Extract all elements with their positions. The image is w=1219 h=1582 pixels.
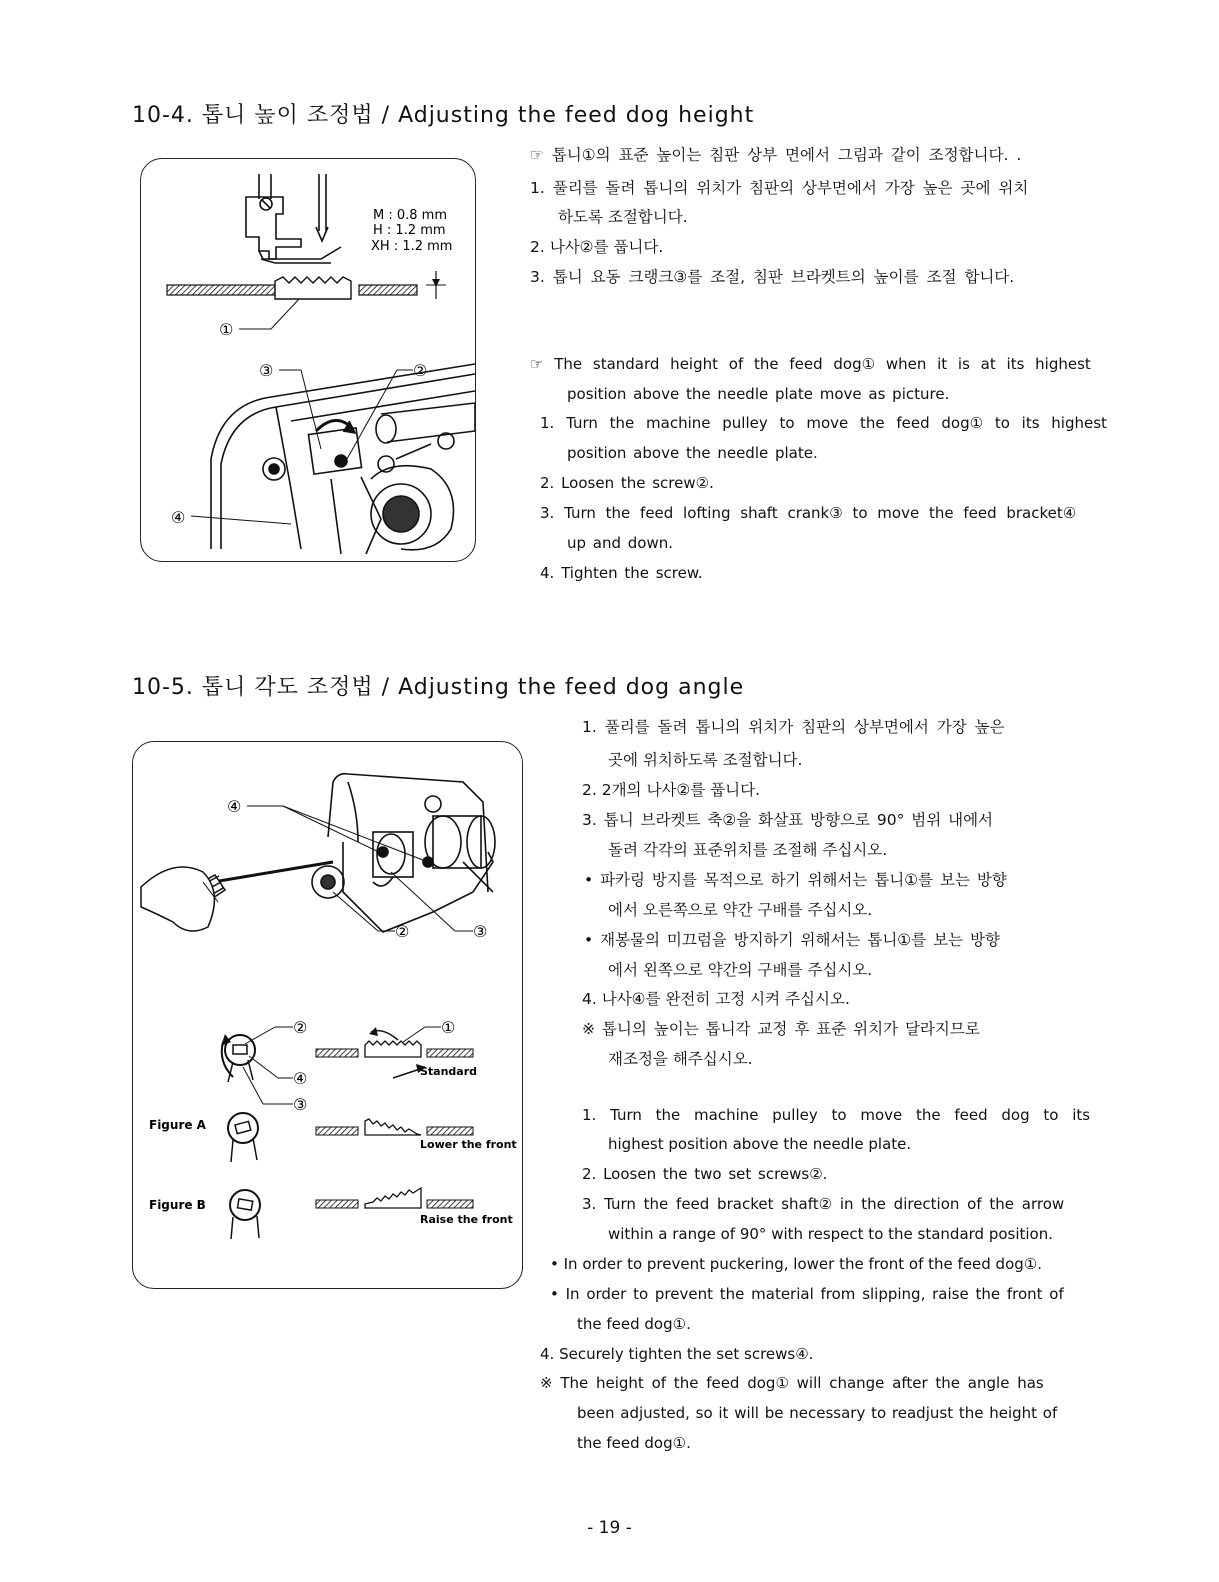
sec2-ko-line: 돌려 각각의 표준위치를 조절해 주십시오. [608,841,888,859]
callout-4: ④ [227,797,242,816]
page-number: - 19 - [587,1518,632,1538]
figure-feed-dog-angle [132,741,523,1289]
sec1-en-line: 3. Turn the feed lofting shaft crank③ to move the feed bracket④ [540,504,1077,522]
sec2-en-line: • In order to prevent the material from slipping, raise the front of [550,1285,1064,1303]
sec2-ko-line: 에서 오른쪽으로 약간 구배를 주십시오. [608,901,873,919]
callout-3: ③ [259,361,274,380]
callout-3-lower: ③ [293,1095,308,1114]
label-figure-a: Figure A [149,1118,206,1132]
figure-feed-dog-height [140,158,476,562]
section-title-feed-dog-height: 10-4. 톱니 높이 조정법 / Adjusting the feed dog height [132,103,755,128]
sec2-ko-line: 곳에 위치하도록 조절합니다. [608,751,803,769]
callout-3: ③ [473,922,488,941]
sec1-en-line: position above the needle plate. [567,444,818,462]
sec2-ko-line: 에서 왼쪽으로 약간의 구배를 주십시오. [608,961,873,979]
spec-m: M : 0.8 mm [373,208,447,223]
section-title-feed-dog-angle: 10-5. 톱니 각도 조정법 / Adjusting the feed dog angle [132,675,745,700]
figure-a-diagram [149,1113,517,1162]
sec1-ko-line: 3. 톱니 요동 크랭크③를 조절, 침판 브라켓트의 높이를 조절 합니다. [530,268,1015,286]
sec2-en-line: 1. Turn the machine pulley to move the feed dog to its [582,1106,1091,1124]
sec2-ko-line: ※ 톱니의 높이는 톱니각 교정 후 표준 위치가 달라지므로 [582,1020,980,1038]
sec2-ko-line: 1. 풀리를 돌려 톱니의 위치가 침판의 상부면에서 가장 높은 [582,718,1005,736]
sec2-en-line: highest position above the needle plate. [608,1135,912,1153]
sec2-ko-line: 4. 나사④를 완전히 고정 시켜 주십시오. [582,990,850,1008]
standard-diagram [221,1027,477,1082]
machine-body-drawing [211,364,475,554]
sec2-ko-line: 재조정을 해주십시오. [608,1050,753,1068]
sec2-en-line: within a range of 90° with respect to the standard position. [608,1225,1054,1243]
sec1-en-line: ☞ The standard height of the feed dog① when it is at its highest [530,355,1091,373]
sec1-ko-line: 하도록 조절합니다. [558,208,688,226]
needle-plate-drawing [167,271,446,299]
screwdriver-drawing [141,862,333,931]
callout-2-lower: ② [293,1018,308,1037]
figure-b-diagram [149,1188,513,1239]
feed-dog-height-illustration [141,159,475,561]
sec1-en-line: position above the needle plate move as picture. [567,385,950,403]
sec2-ko-line: • 파카링 방지를 목적으로 하기 위해서는 톱니①를 보는 방향 [584,871,1007,889]
sec2-en-line: ※ The height of the feed dog① will change after the angle has [540,1374,1044,1392]
sec2-en-line: the feed dog①. [577,1315,691,1333]
label-standard: Standard [420,1065,478,1078]
spec-xh: XH : 1.2 mm [371,239,453,254]
callout-4: ④ [171,508,186,527]
sec2-en-line: been adjusted, so it will be necessary to readjust the height of [577,1404,1058,1422]
sec1-en-line: up and down. [567,534,674,552]
sec1-ko-line: 1. 풀리를 돌려 톱니의 위치가 침판의 상부면에서 가장 높은 곳에 위치 [530,179,1029,197]
sec1-ko-line: ☞ 톱니①의 표준 높이는 침판 상부 면에서 그림과 같이 조정합니다. . [530,146,1022,164]
sec1-en-line: 1. Turn the machine pulley to move the feed dog① to its highest [540,414,1107,432]
sec2-ko-line: 3. 톱니 브라켓트 축②을 화살표 방향으로 90° 범위 내에서 [582,811,994,829]
sec2-en-line: 2. Loosen the two set screws②. [582,1165,828,1183]
sec2-ko-line: 2. 2개의 나사②를 풉니다. [582,781,761,799]
feed-dog-angle-illustration [133,742,522,1288]
sec2-en-line: 3. Turn the feed bracket shaft② in the direction of the arrow [582,1195,1065,1213]
callout-1: ① [219,320,234,339]
callout-2: ② [395,922,410,941]
callout-2: ② [413,361,428,380]
sec1-en-line: 2. Loosen the screw②. [540,474,714,492]
label-figure-b: Figure B [149,1198,206,1212]
label-raise-front: Raise the front [420,1213,513,1226]
sec2-en-line: • In order to prevent puckering, lower the front of the feed dog①. [550,1255,1042,1273]
sec2-en-line: the feed dog①. [577,1434,691,1452]
sec2-en-line: 4. Securely tighten the set screws④. [540,1345,814,1363]
sec1-ko-line: 2. 나사②를 풉니다. [530,238,664,256]
presser-foot-drawing [246,174,341,263]
sec2-ko-line: • 재봉물의 미끄럼을 방지하기 위해서는 톱니①를 보는 방향 [584,931,1000,949]
spec-h: H : 1.2 mm [373,223,446,238]
sec1-en-line: 4. Tighten the screw. [540,564,703,582]
callout-4-lower: ④ [293,1069,308,1088]
callout-1-lower: ① [441,1018,456,1037]
label-lower-front: Lower the front [420,1138,517,1151]
